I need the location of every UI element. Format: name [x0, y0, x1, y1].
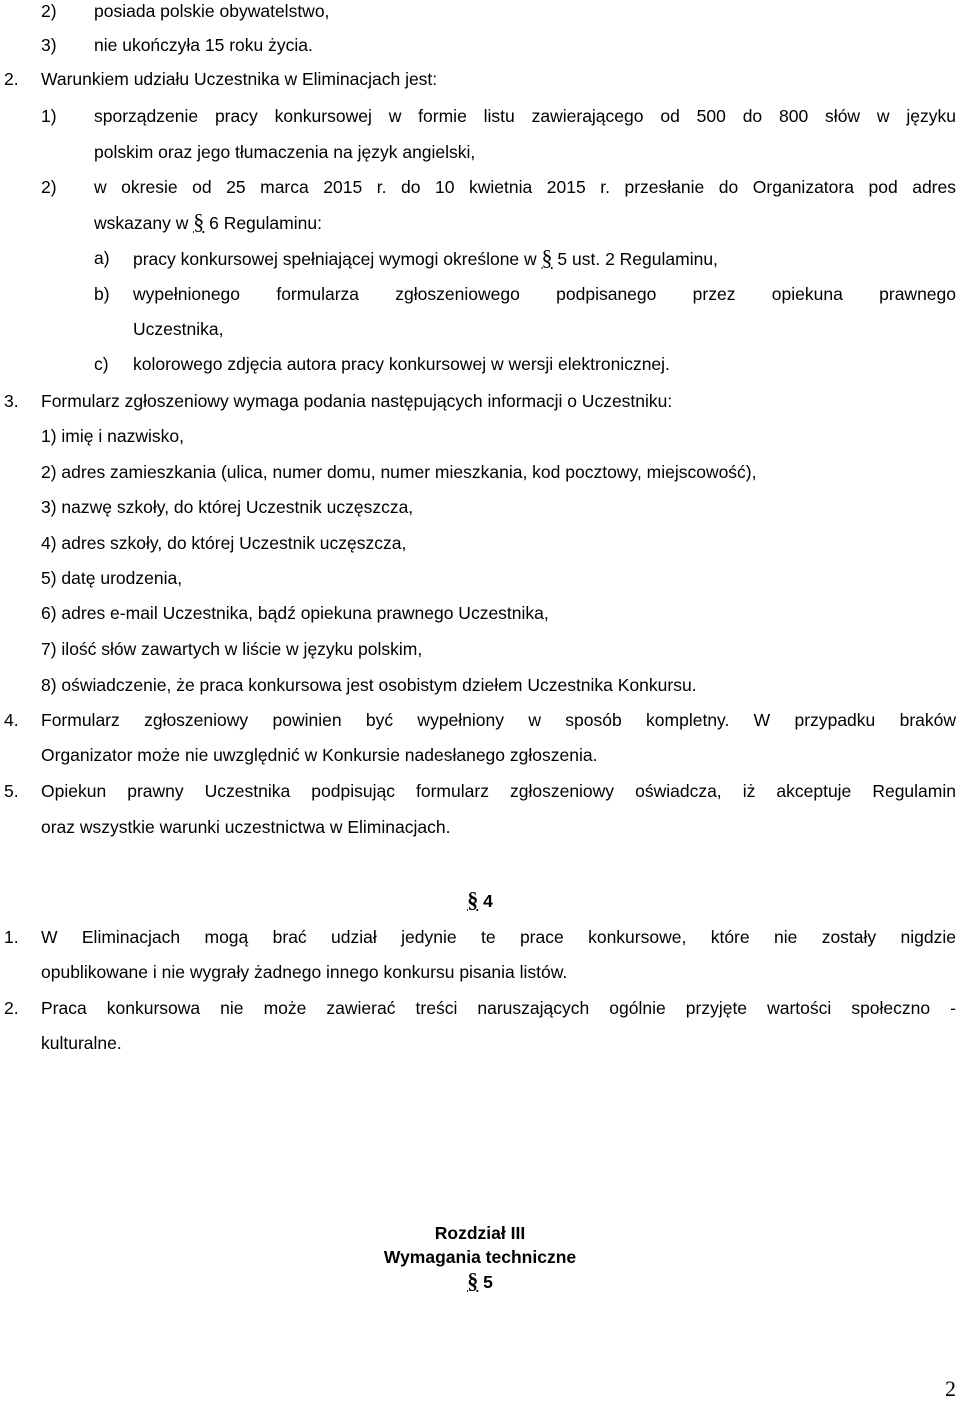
- list-item-text-part: 5 ust. 2 Regulaminu,: [557, 249, 718, 269]
- list-item-text: [94, 211, 322, 234]
- paragraph-text: kulturalne.: [41, 1033, 122, 1053]
- paragraph-text: W Eliminacjach mogą brać udział jedynie te prace konkursowe, które nie zostały nigdzie: [41, 927, 956, 947]
- list-item-text: w okresie od 25 marca 2015 r. do 10 kwietnia 2015 r. przesłanie do Organizatora pod adres: [94, 177, 956, 197]
- list-item-text: wypełnionego formularza zgłoszeniowego podpisanego przez opiekuna prawnego: [133, 284, 956, 304]
- list-item: 5) datę urodzenia,: [41, 568, 183, 588]
- chapter-title: Rozdział III: [434, 1223, 526, 1243]
- list-item: 1) imię i nazwisko,: [41, 426, 184, 446]
- paragraph-text: opublikowane i nie wygrały żadnego innego konkursu pisania listów.: [41, 962, 568, 982]
- paragraph-number: 5.: [4, 781, 19, 801]
- list-item-text: polskim oraz jego tłumaczenia na język angielski,: [94, 142, 476, 162]
- paragraph-text: Warunkiem udziału Uczestnika w Eliminacjach jest:: [41, 69, 438, 89]
- list-item-text: sporządzenie pracy konkursowej w formie listu zawierającego od 500 do 800 słów w języku: [94, 106, 956, 126]
- list-item: 3) nazwę szkoły, do której Uczestnik uczęszcza,: [41, 497, 414, 517]
- section-heading: [0, 1270, 960, 1293]
- list-number: 3): [41, 35, 57, 55]
- section-number: 4: [483, 891, 493, 911]
- list-number: c): [94, 354, 109, 374]
- section-symbol: §: [467, 1268, 479, 1293]
- list-item-text-part: pracy konkursowej spełniającej wymogi określone w: [133, 249, 537, 269]
- paragraph-number: 1.: [4, 927, 19, 947]
- chapter-subtitle: Wymagania techniczne: [383, 1247, 577, 1267]
- paragraph-text: oraz wszystkie warunki uczestnictwa w Eliminacjach.: [41, 817, 451, 837]
- paragraph-number: 3.: [4, 391, 19, 411]
- list-number: a): [94, 248, 110, 268]
- paragraph-number: 2.: [4, 69, 19, 89]
- list-number: b): [94, 284, 110, 304]
- section-heading: [0, 889, 960, 912]
- list-item-text: kolorowego zdjęcia autora pracy konkursowej w wersji elektronicznej.: [133, 354, 670, 374]
- list-item-text: [133, 247, 718, 270]
- paragraph-text: Formularz zgłoszeniowy wymaga podania następujących informacji o Uczestniku:: [41, 391, 673, 411]
- paragraph-number: 4.: [4, 710, 19, 730]
- list-item: 8) oświadczenie, że praca konkursowa jest osobistym dziełem Uczestnika Konkursu.: [41, 675, 697, 695]
- list-item-text: posiada polskie obywatelstwo,: [94, 1, 330, 21]
- section-symbol: §: [541, 245, 553, 270]
- section-number: 5: [483, 1272, 493, 1292]
- list-item: 6) adres e-mail Uczestnika, bądź opiekuna prawnego Uczestnika,: [41, 603, 549, 623]
- paragraph-text: Formularz zgłoszeniowy powinien być wypełniony w sposób kompletny. W przypadku braków: [41, 710, 956, 730]
- list-item-text: nie ukończyła 15 roku życia.: [94, 35, 313, 55]
- list-item: 2) adres zamieszkania (ulica, numer domu, numer mieszkania, kod pocztowy, miejscowość),: [41, 462, 757, 482]
- list-number: 1): [41, 106, 57, 126]
- list-item-text-part: 6 Regulaminu:: [209, 213, 322, 233]
- list-number: 2): [41, 1, 57, 21]
- page-number: 2: [945, 1376, 956, 1401]
- list-number: 2): [41, 177, 57, 197]
- paragraph-text: Opiekun prawny Uczestnika podpisując formularz zgłoszeniowy oświadcza, iż akceptuje Regulamin: [41, 781, 956, 801]
- list-item-text-part: wskazany w: [94, 213, 189, 233]
- paragraph-number: 2.: [4, 998, 19, 1018]
- list-item-text: Uczestnika,: [133, 319, 224, 339]
- section-symbol: §: [193, 209, 205, 234]
- list-item: 4) adres szkoły, do której Uczestnik uczęszcza,: [41, 533, 407, 553]
- paragraph-text: Praca konkursowa nie może zawierać treści naruszających ogólnie przyjęte wartości społeczno -: [41, 998, 956, 1018]
- list-item: 7) ilość słów zawartych w liście w języku polskim,: [41, 639, 423, 659]
- paragraph-text: Organizator może nie uwzględnić w Konkursie nadesłanego zgłoszenia.: [41, 745, 598, 765]
- section-symbol: §: [467, 887, 479, 912]
